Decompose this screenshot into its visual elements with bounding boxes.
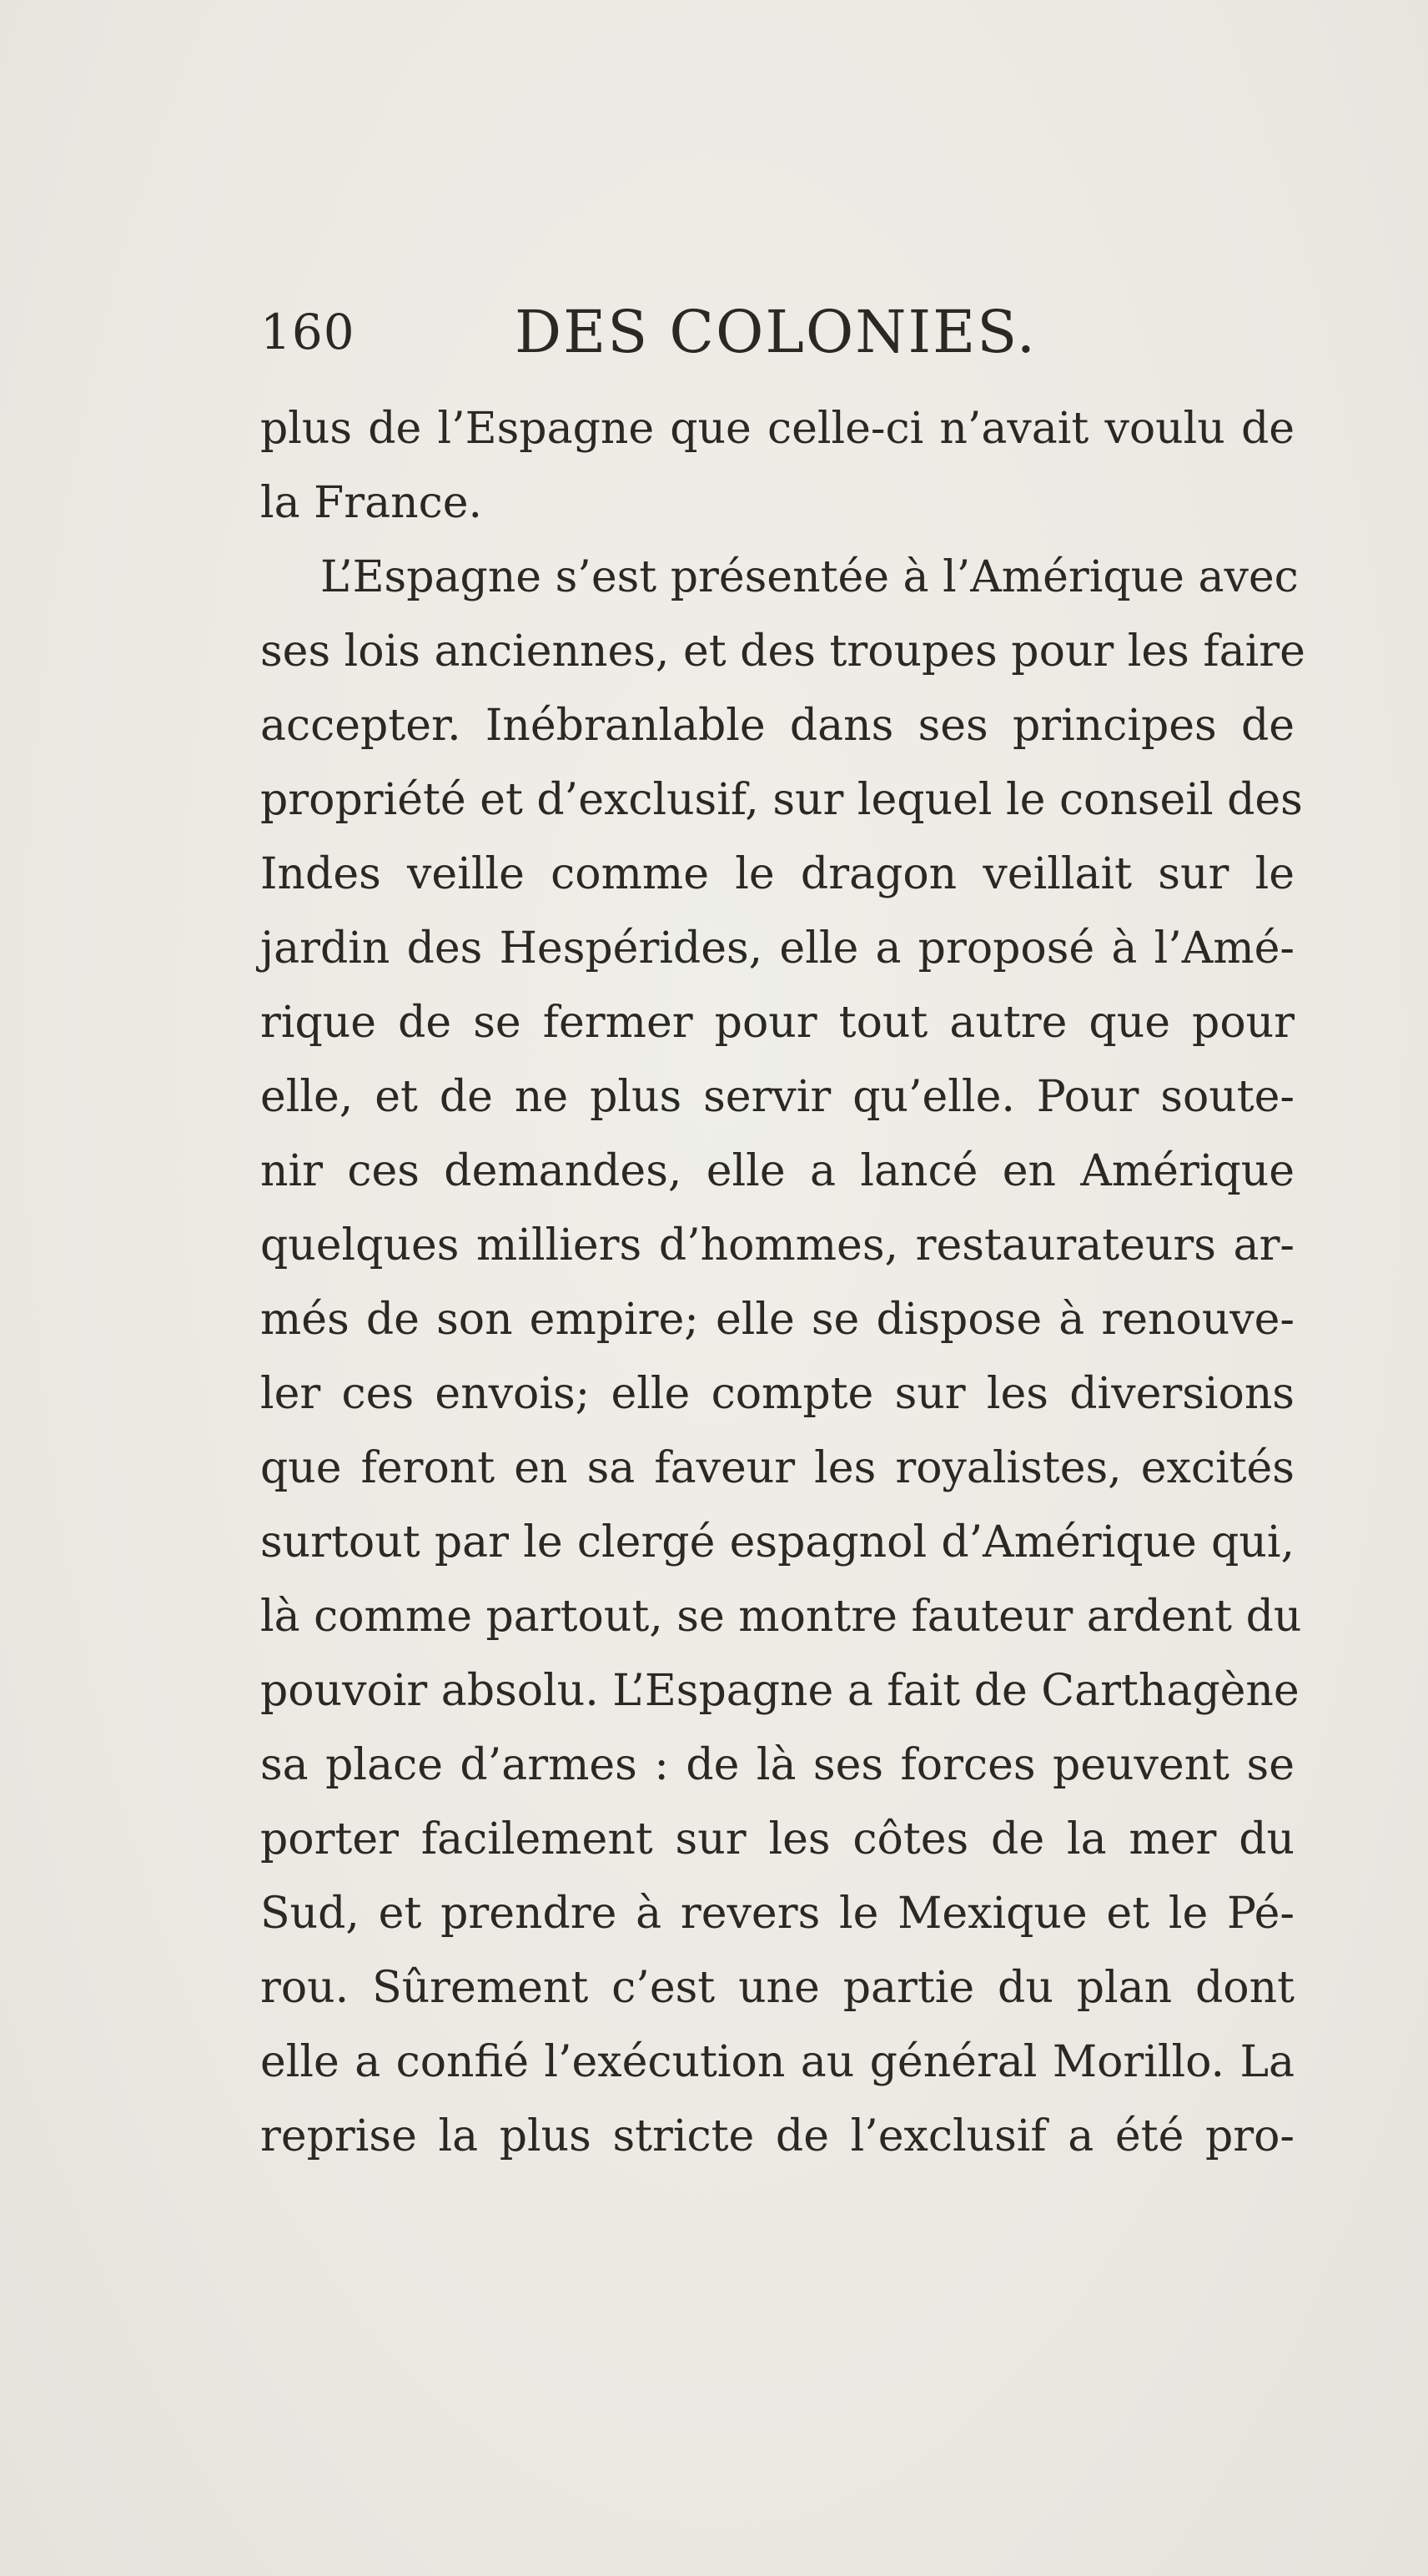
text-line: la France. [260,478,483,528]
text-line: que feront en sa faveur les royalistes, excités [260,1443,1295,1493]
text-line: més de son empire; elle se dispose à renouve- [260,1295,1295,1345]
text-line: surtout par le clergé espagnol d’Amérique qui, [260,1517,1295,1567]
text-line: Indes veille comme le dragon veillait sur le [260,849,1295,899]
text-line: Sud, et prendre à revers le Mexique et le Pé- [260,1889,1295,1939]
text-line: elle, et de ne plus servir qu’elle. Pour soute- [260,1072,1295,1122]
text-line: porter facilement sur les côtes de la mer du [260,1814,1295,1864]
text-line: rique de se fermer pour tout autre que pour [260,998,1295,1048]
running-head: DES COLONIES. [515,298,1037,366]
text-line: ses lois anciennes, et des troupes pour les faire [260,626,1305,677]
text-line: quelques milliers d’hommes, restaurateurs ar- [260,1220,1295,1270]
text-line: plus de l’Espagne que celle-ci n’avait voulu de [260,404,1295,454]
text-line: elle a confié l’exécution au général Morillo. La [260,2037,1295,2087]
text-line: propriété et d’exclusif, sur lequel le conseil des [260,775,1303,825]
body-text [260,392,1305,2174]
text-line: jardin des Hespérides, elle a proposé à l’Amé- [260,923,1295,974]
text-line: ler ces envois; elle compte sur les diversions [260,1369,1295,1419]
text-line: accepter. Inébranlable dans ses principes de [260,701,1295,751]
text-line: pouvoir absolu. L’Espagne a fait de Carthagène [260,1666,1300,1716]
text-line: nir ces demandes, elle a lancé en Amérique [260,1146,1295,1196]
text-line: là comme partout, se montre fauteur ardent du [260,1592,1302,1642]
text-line: reprise la plus stricte de l’exclusif a été pro- [260,2111,1295,2161]
text-line: L’Espagne s’est présentée à l’Amérique avec [320,552,1299,602]
page-number: 160 [260,304,355,360]
text-line: rou. Sûrement c’est une partie du plan dont [260,1963,1295,2013]
text-line: sa place d’armes : de là ses forces peuvent se [260,1740,1295,1790]
page-header [260,299,1295,365]
